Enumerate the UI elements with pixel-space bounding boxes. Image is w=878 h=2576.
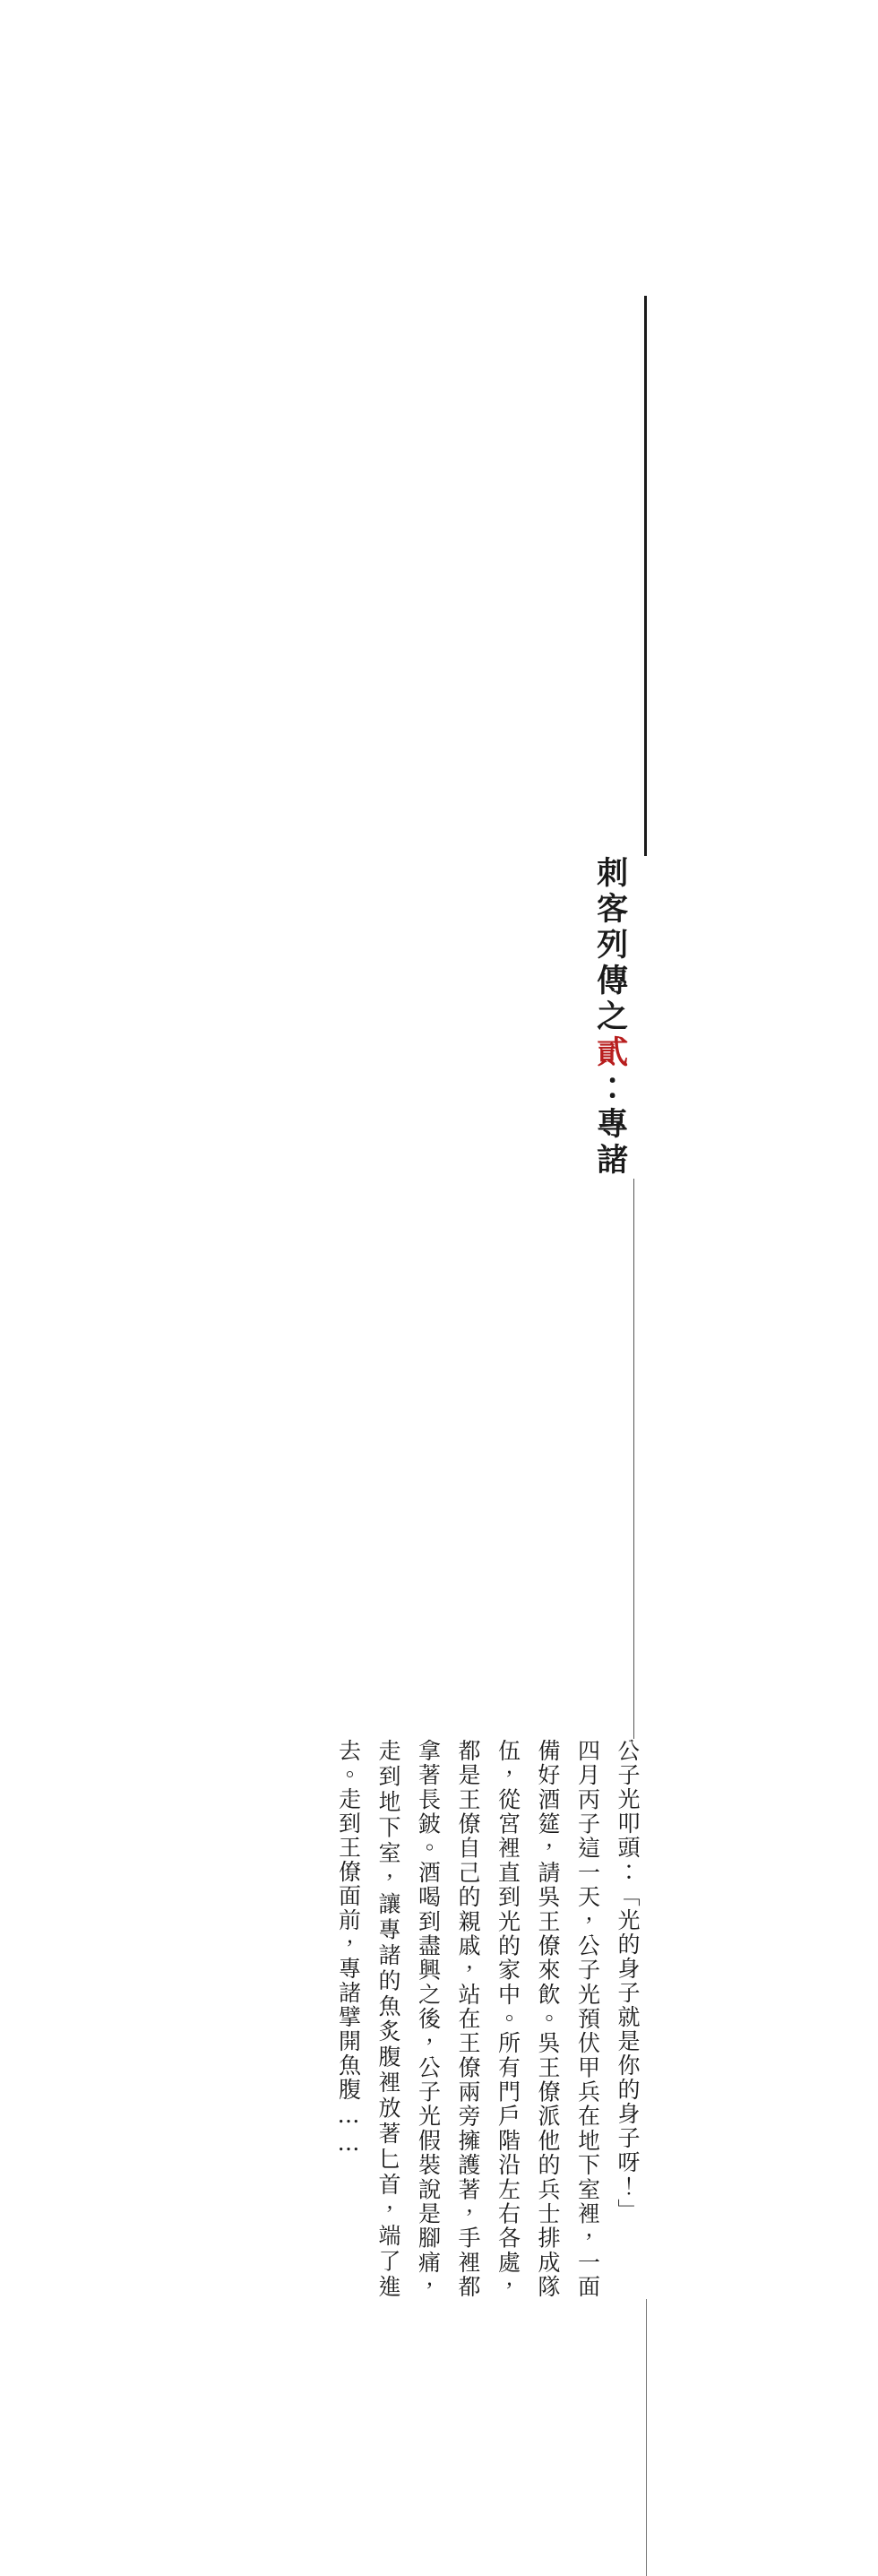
title-prefix: 刺客列傳之 (591, 856, 629, 1035)
paragraph-2: 四月丙子這一天，公子光預伏甲兵在地下室裡，一面備好酒筵，請吳王僚來飲。吳王僚派他的兵士排成隊伍，從宮裡直到光的家中。所有門戶階沿左右各處，都是王僚自己的親戚，站在王僚兩旁擁護著，手裡都拿著長鈹。酒喝到盡興之後，公子光假裝說是腳痛，走到地下室，讓專諸的魚炙腹裡放著匕首，端了進去。走到王僚面前，專諸擘開魚腹…… (335, 1739, 601, 2299)
article-body (328, 1739, 647, 2299)
title-heavy-rule (644, 296, 647, 856)
vertical-text-article (328, 296, 647, 2299)
title-separator-rule (633, 1179, 634, 1739)
page-title (591, 856, 629, 1179)
title-suffix: ：專諸 (591, 1071, 629, 1179)
body-end-rule (646, 2299, 647, 2576)
paragraph-1: 公子光叩頭：「光的身子就是你的身子呀！」 (615, 1739, 641, 2223)
title-chapter-number: 貳 (591, 1035, 629, 1071)
